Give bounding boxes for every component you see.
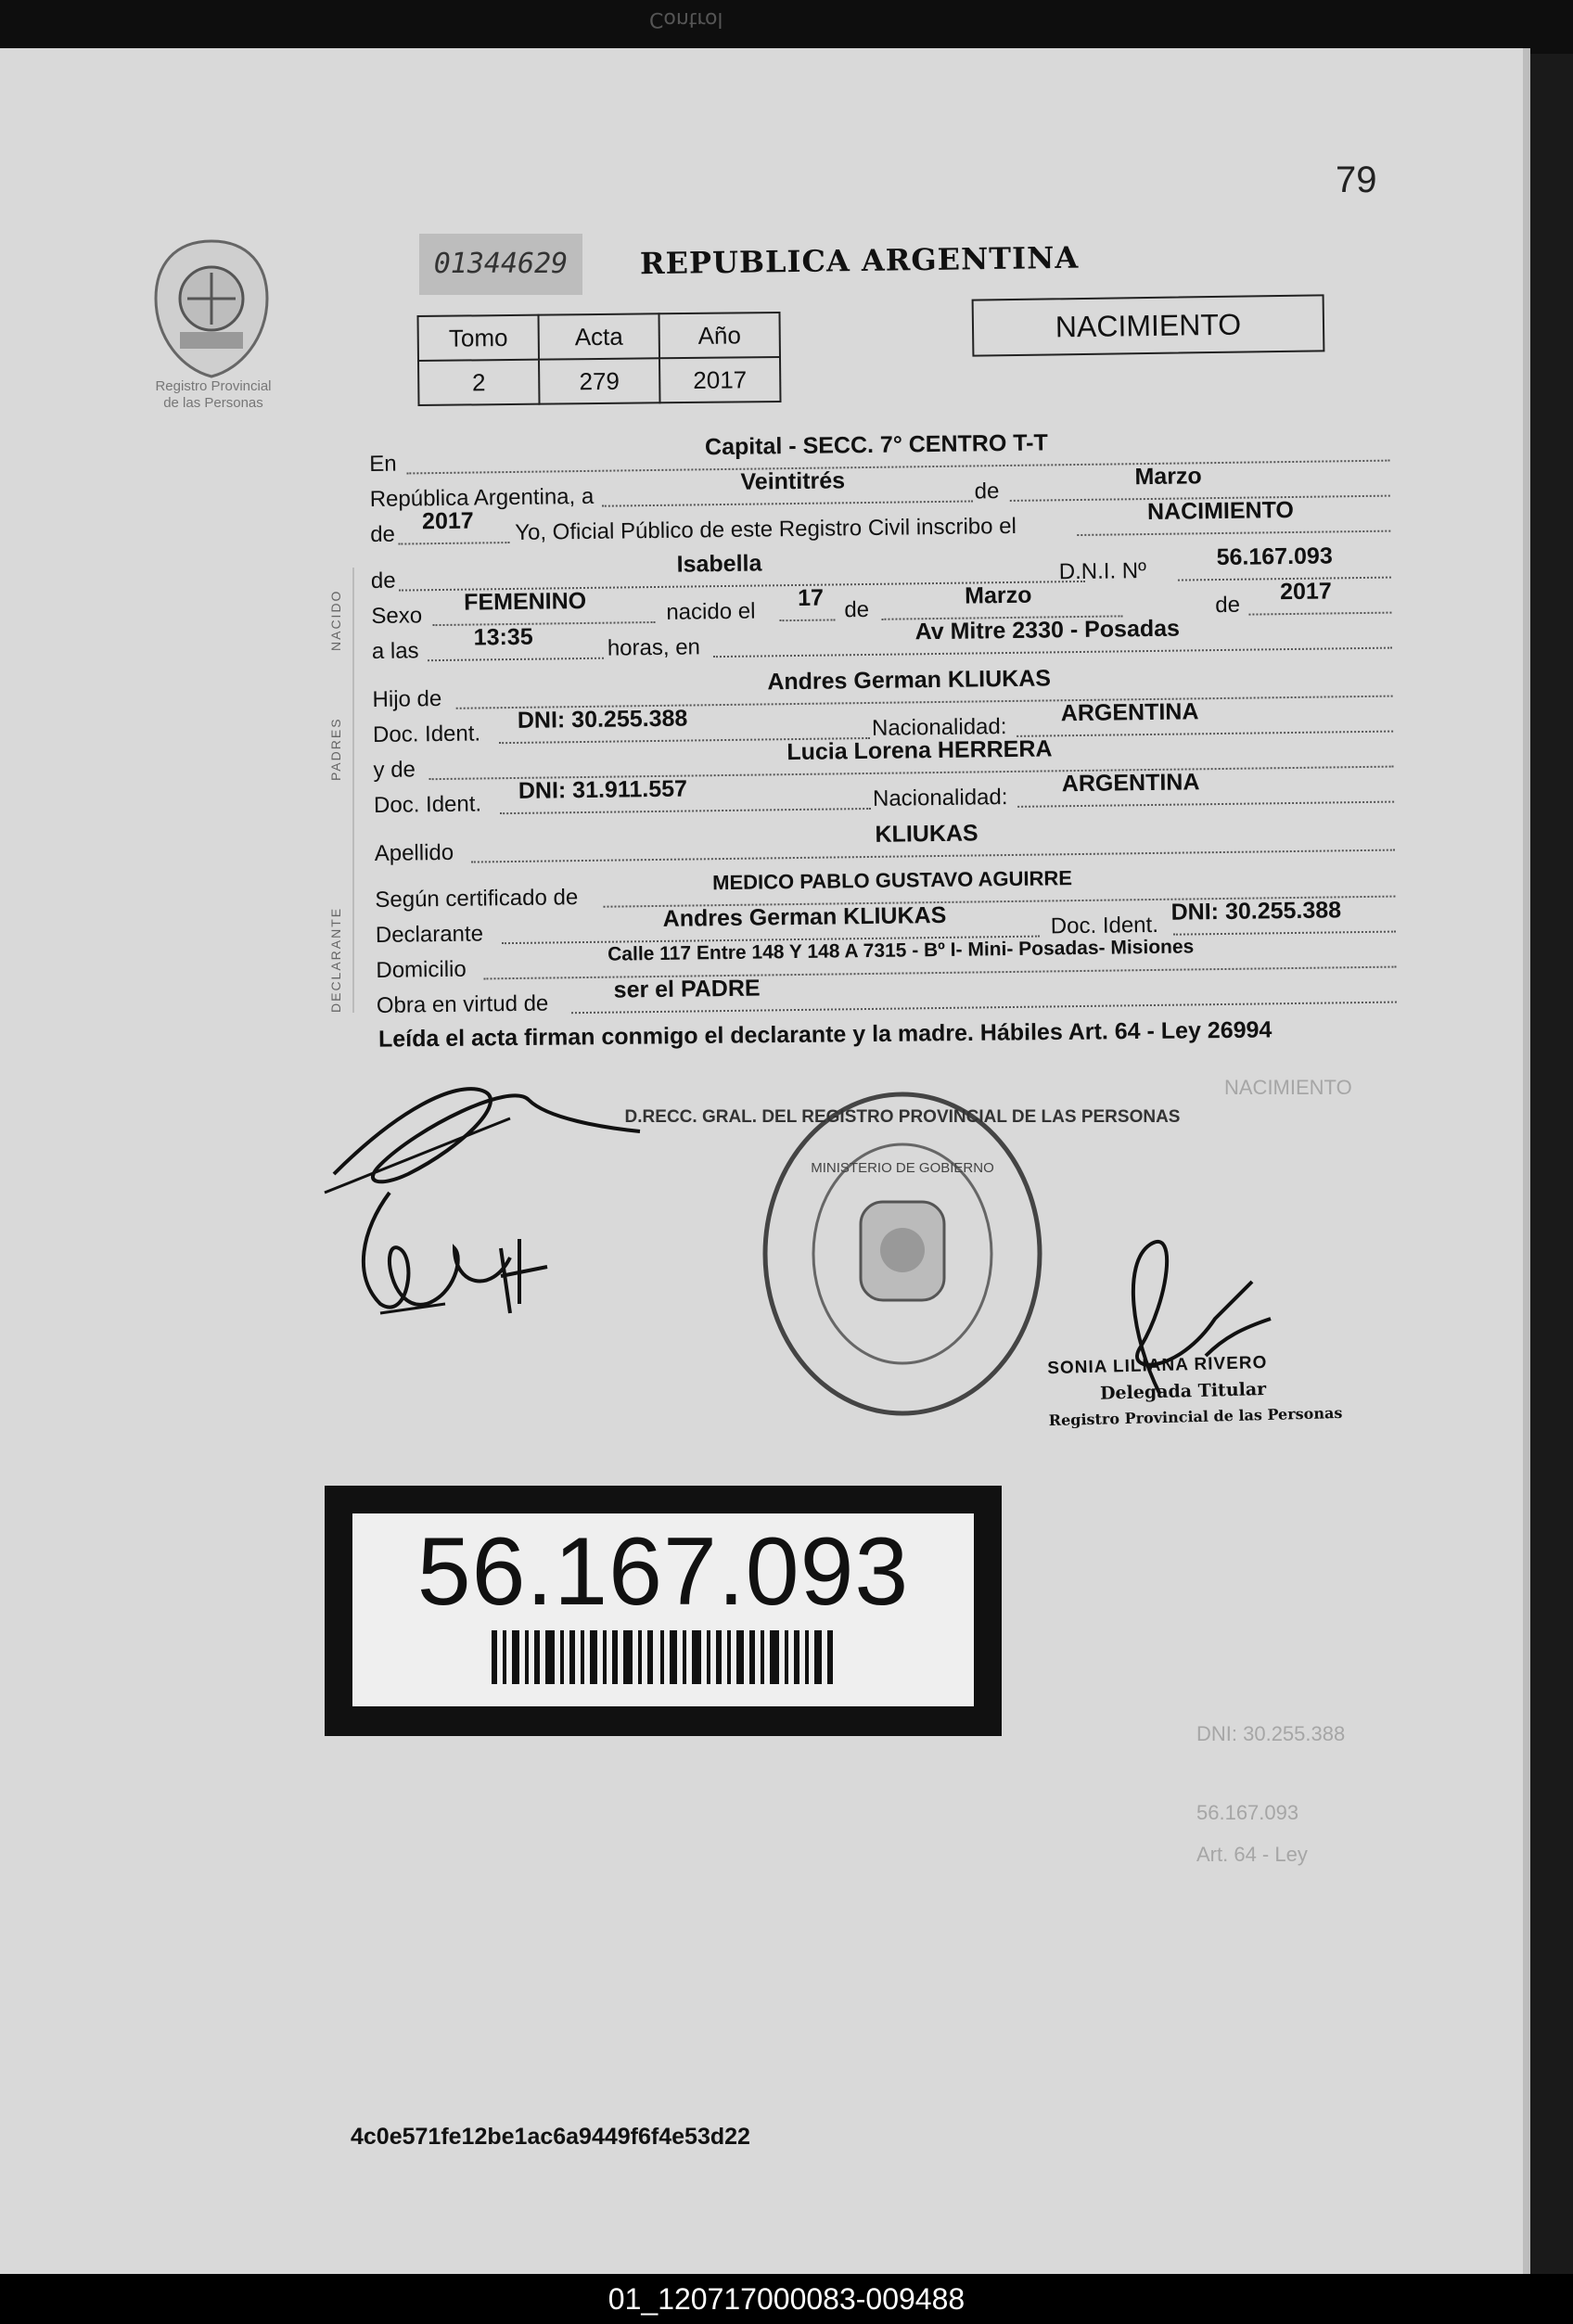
id-label-inner [352,1513,974,1706]
register-header-ano: Año [659,313,779,358]
form-value: NACIMIENTO [1146,496,1295,526]
section-label-nacido: NACIDO [328,589,343,651]
seal-inner-text: MINISTERIO DE GOBIERNO [811,1160,994,1176]
page-number: 79 [1336,160,1377,200]
form-value: 56.167.093 [1216,543,1333,571]
form-label: y de [373,757,416,783]
form-value: DNI: 30.255.388 [517,705,688,734]
barcode-icon [492,1630,835,1684]
form-value: Lucia Lorena HERRERA [786,735,1053,766]
register-header-row [418,313,780,361]
document-page [0,48,1530,2274]
bleed-through-text: 56.167.093 [1196,1801,1299,1824]
form-value: KLIUKAS [875,820,978,848]
form-label: Doc. Ident. [1050,912,1159,939]
form-value: Andres German KLIUKAS [767,665,1052,696]
act-type-box: NACIMIENTO [972,294,1325,356]
bleed-through-text: NACIMIENTO [1224,1076,1352,1099]
form-value: ARGENTINA [1061,769,1200,798]
signature-declarante-mother [325,1072,659,1369]
form-label: Hijo de [372,685,442,712]
id-label-block [325,1486,1002,1736]
form-label: Domicilio [376,956,467,983]
id-number: 56.167.093 [416,1518,910,1626]
form-label: de [1215,592,1241,619]
form-label: de [974,479,1000,504]
form-label: Doc. Ident. [373,791,482,818]
form-label: de [844,596,870,623]
register-header-tomo: Tomo [418,315,539,361]
scan-filename-bar: 01_120717000083-009488 [0,2274,1573,2324]
form-label: horas, en [607,634,701,661]
register-value-ano: 2017 [659,357,780,402]
form-value: Andres German KLIUKAS [662,901,947,932]
register-header-acta: Acta [539,313,659,359]
form-label: En [369,451,397,477]
document-hash: 4c0e571fe12be1ac6a9449f6f4e53d22 [351,2124,750,2150]
official-name: SONIA LILIANA RIVERO [1047,1352,1268,1379]
register-value-row [418,357,780,405]
form-label: de [370,521,396,547]
provincial-crest-icon [147,234,276,382]
form-value: Marzo [964,581,1032,609]
form-label: Sexo [371,603,423,629]
form-value: Marzo [1134,463,1202,491]
form-label: Según certificado de [375,885,579,913]
form-value: MEDICO PABLO GUSTAVO AGUIRRE [712,866,1073,895]
form-label: Yo, Oficial Público de este Registro Civil inscribo el [515,513,1017,545]
form-label: Nacionalidad: [872,785,1008,811]
form-value: FEMENINO [464,587,587,616]
bleed-through-text: Art. 64 - Ley [1196,1843,1308,1866]
form-rows [369,429,1399,1024]
margin-line [352,568,354,1013]
form-label: a las [371,638,419,664]
form-value: 13:35 [473,623,533,651]
section-label-padres: PADRES [328,717,343,781]
official-stamp [1047,1348,1346,1434]
form-value: Isabella [676,550,762,578]
seal-ring-text: D.RECC. GRAL. DEL REGISTRO PROVINCIAL DE LAS PERSONAS [624,1107,1181,1127]
serial-number: 01344629 [419,234,582,295]
official-role: Delegada Titular [1099,1379,1267,1404]
register-table [416,312,781,406]
scan-top-strip [0,0,1573,54]
form-label: Doc. Ident. [372,721,481,747]
form-label: Obra en virtud de [376,990,549,1018]
form-value: 2017 [421,507,474,535]
form-label: Declarante [375,921,484,948]
form-label: de [370,568,396,594]
form-label: Nacionalidad: [871,714,1007,741]
form-label: Apellido [374,839,454,866]
form-label: nacido el [666,598,756,625]
register-value-tomo: 2 [418,360,539,405]
form-value: ARGENTINA [1060,698,1199,727]
form-value: DNI: 31.911.557 [518,775,688,804]
register-value-acta: 279 [539,358,659,403]
form-value: Veintitrés [740,467,846,495]
bleed-through-text: DNI: 30.255.388 [1196,1722,1346,1745]
form-value: DNI: 30.255.388 [1170,897,1342,926]
section-label-declarante: DECLARANTE [328,906,343,1013]
form-value: 17 [797,584,825,611]
closing-statement: Leída el acta firman conmigo el declarante y la madre. Hábiles Art. 64 - Ley 26994 [377,1016,1272,1053]
form-value: Calle 117 Entre 148 Y 148 A 7315 - Bº I- Mini- Posadas- Misiones [607,936,1195,965]
form-value: ser el PADRE [613,975,761,1003]
document-title: REPUBLICA ARGENTINA [639,239,1080,282]
form-label: República Argentina, a [369,483,595,512]
crest-caption: Registro Provincial de las Personas [155,378,272,411]
form-value: 2017 [1279,578,1332,606]
form-value: Capital - SECC. 7° CENTRO T-T [704,429,1048,461]
scan-top-strip-text: Control [649,7,723,31]
form-label: D.N.I. Nº [1058,558,1147,585]
form-value: Av Mitre 2330 - Posadas [914,615,1181,645]
official-office: Registro Provincial de las Personas [1048,1403,1343,1430]
